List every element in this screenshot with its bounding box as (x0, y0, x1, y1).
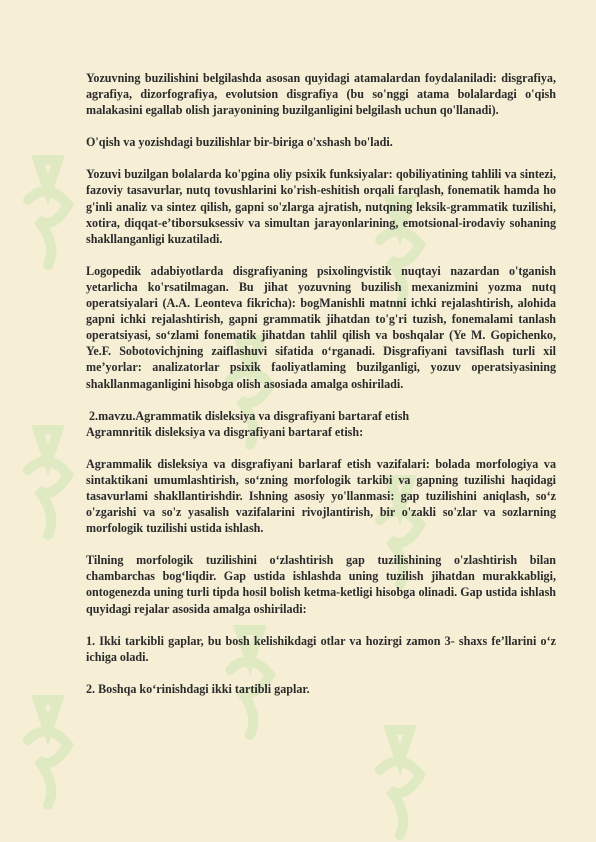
watermark-logo-icon (370, 720, 430, 840)
list-item: 2. Boshqa ko‘rinishdagi ikki tartibli gaplar. (86, 681, 310, 696)
paragraph: Yozuvi buzilgan bolalarda ko'pgina oliy psixik funksiyalar: qobiliyatining tahlili va sintezi, fazoviy tasavurlar, nutq tovushlarini ko'rish-eshitish orqali farqlash, fonematik hamda ho g'inli analiz va sintez qilish, gapni so'zlarga ajratish, nutqning leksik-grammatik tuzilishi, xotira, diqqat-e’tiborsuksessiv va simultan jarayonlarining, emotsional-irodaviy sohaning shakllanganligi kuzatiladi. (86, 167, 556, 246)
paragraph: O'qish va yozishdagi buzilishlar bir-biriga o'xshash bo'ladi. (86, 135, 393, 150)
paragraph: Yozuvning buzilishini belgilashda asosan quyidagi atamalardan foydalaniladi: disgrafiya, agrafiya, dizorfografiya, evolutsion disgrafiya (bu so'nggi atama bolalardagi o'qish malakasini egallab olish jarayonining buzilganligini belgilash uchun qo'llanadi). (86, 71, 556, 118)
paragraph: Agrammalik disleksiya va disgrafiyani barlaraf etish vazifalari: bolada morfologiya va sintaktikani umumlashtirish, so‘zning morfologik tarkibi va gapning tuzilishi haqidagi tasavurlami shakllantirishdir. Ishning asosiy yo'llanmasi: gap tuzilishini aniqlash, so‘z o'zgarishi va so'z yasalish vazifalarini rivojlantirish, bir o'zakli so'zlar va sozlarning morfologik tuzilishi ustida ishlash. (86, 456, 556, 536)
paragraph: Tilning morfologik tuzilishini o‘zlashtirish gap tuzilishining o'zlashtirish bilan chambarchas bog‘liqdir. Gap ustida ishlashda uning tuzilish jihatdan murakkabligi, ontogenezda uning turli tipda hosil bolish ketma-ketligi hisobga olinadi. Gap ustida ishlash quyidagi rejalar asosida amalga oshiriladi: (86, 553, 556, 616)
section-heading: 2.mavzu.Agrammatik disleksiya va disgrafiyani bartaraf etish (89, 408, 410, 423)
watermark-logo-icon (18, 150, 78, 270)
paragraph: Logopedik adabiyotlarda disgrafiyaning psixolingvistik nuqtayi nazardan o'tganish yetarlicha ko'rsatilmagan. Bu jihat yozuvning buzilish mexanizmini yozma nutq operatsiyalari (A.A. Leonteva fikricha): bogManishli matnni ichki rejalashtirish, alohida gapni ichki rejalashtirish, gapni grammatik jihatdan to'g'ri tuzish, fonemalami tanlash operatsiyasi, so‘zlami fonematik jihatdan tahlil qilish va boshqalar (Ye M. Gopichenko, Ye.F. Sobotovichjning zaiflashuvi sifatida o‘rganadi. Disgrafiyani tavsiflash turli xil me’yorlar: analizatorlar psixik faoliyatlaming buzilganligi, yozuv operatsiyasining shakllanmaganligini hisobga olish asosiada amalga oshiriladi. (86, 263, 556, 391)
document-body (86, 70, 556, 713)
list-item: 1. Ikki tarkibli gaplar, bu bosh kelishikdagi otlar va hozirgi zamon 3- shaxs fe’llarini o‘z ichiga oladi. (86, 633, 556, 664)
spacer (86, 440, 556, 456)
watermark-logo-icon (18, 420, 78, 540)
section-subheading: Agramnritik disleksiya va disgrafiyani bartaraf etish: (86, 424, 364, 439)
watermark-logo-icon (18, 690, 78, 810)
